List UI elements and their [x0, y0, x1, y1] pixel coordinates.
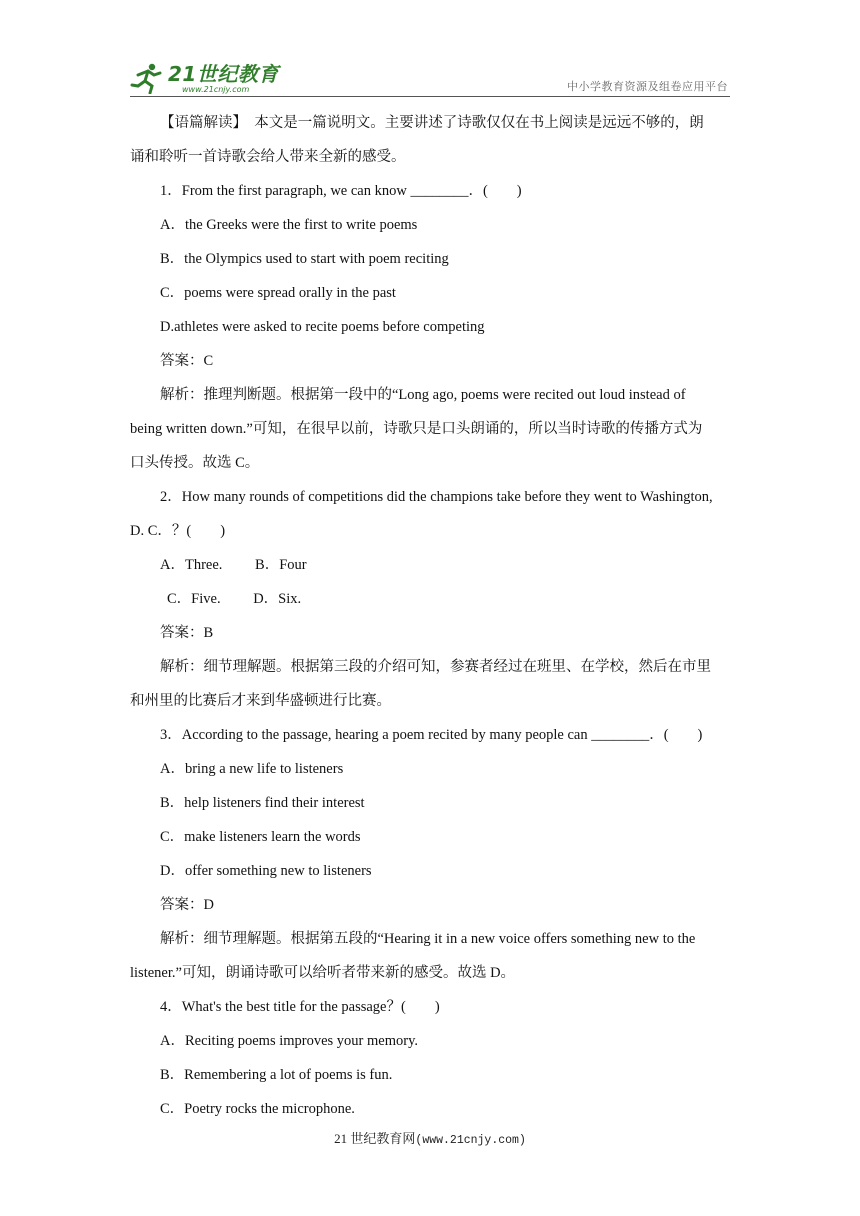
- text-line: B．Remembering a lot of poems is fun.: [160, 1067, 393, 1083]
- text-line: listener.”可知，朗诵诗歌可以给听者带来新的感受。故选 D。: [130, 965, 516, 981]
- text-line: C．make listeners learn the words: [160, 829, 361, 845]
- text-line: 解析：细节理解题。根据第三段的介绍可知，参赛者经过在班里、在学校，然后在市里: [160, 659, 711, 675]
- text-line: C．poems were spread orally in the past: [160, 285, 396, 301]
- text-line: 3．According to the passage, hearing a poem recited by many people can ________．( ): [160, 727, 703, 743]
- text-line: D. C．？( ): [130, 523, 226, 539]
- text-line: A．bring a new life to listeners: [160, 761, 344, 777]
- text-line: 解析：细节理解题。根据第五段的“Hearing it in a new voice offers something new to the: [160, 931, 696, 947]
- header-platform-text: 中小学教育资源及组卷应用平台: [567, 80, 728, 93]
- text-line: 口头传授。故选 C。: [130, 455, 260, 471]
- text-line: 诵和聆听一首诗歌会给人带来全新的感受。: [130, 149, 406, 165]
- runner-logo-icon: [130, 62, 166, 94]
- text-line: 答案：D: [160, 897, 214, 913]
- footer-site-url: (www.21cnjy.com): [415, 1134, 526, 1147]
- document-body: [130, 106, 734, 1126]
- text-line: A．the Greeks were the first to write poems: [160, 217, 418, 233]
- logo-main-text: 21世纪教育: [168, 62, 279, 86]
- text-line: B．the Olympics used to start with poem reciting: [160, 251, 449, 267]
- text-line: 答案：B: [160, 625, 214, 641]
- text-line: D．offer something new to listeners: [160, 863, 372, 879]
- text-line: 【语篇解读】 本文是一篇说明文。主要讲述了诗歌仅仅在书上阅读是远远不够的，朗: [160, 115, 704, 131]
- text-line: B．help listeners find their interest: [160, 795, 365, 811]
- text-line: 答案：C: [160, 353, 214, 369]
- page-header: [130, 56, 730, 97]
- text-line: C．Poetry rocks the microphone.: [160, 1101, 355, 1117]
- logo: [130, 60, 279, 94]
- text-line: D.athletes were asked to recite poems before competing: [160, 319, 485, 335]
- text-line: being written down.”可知，在很早以前，诗歌只是口头朗诵的，所以当时诗歌的传播方式为: [130, 421, 703, 437]
- logo-url-text: www.21cnjy.com: [182, 85, 250, 94]
- text-line: A．Three. B．Four: [160, 557, 307, 573]
- text-line: 解析：推理判断题。根据第一段中的“Long ago, poems were recited out loud instead of: [160, 387, 686, 403]
- text-line: A．Reciting poems improves your memory.: [160, 1033, 419, 1049]
- footer-site-name: 21 世纪教育网: [334, 1131, 416, 1146]
- text-line: 1．From the first paragraph, we can know ________．( ): [160, 183, 522, 199]
- text-line: 4．What's the best title for the passage？( ): [160, 999, 440, 1015]
- text-line: 和州里的比赛后才来到华盛顿进行比赛。: [130, 693, 391, 709]
- text-line: C．Five. D．Six.: [167, 591, 302, 607]
- page-footer: [0, 1128, 860, 1147]
- text-line: 2．How many rounds of competitions did the champions take before they went to Washington,: [160, 489, 713, 505]
